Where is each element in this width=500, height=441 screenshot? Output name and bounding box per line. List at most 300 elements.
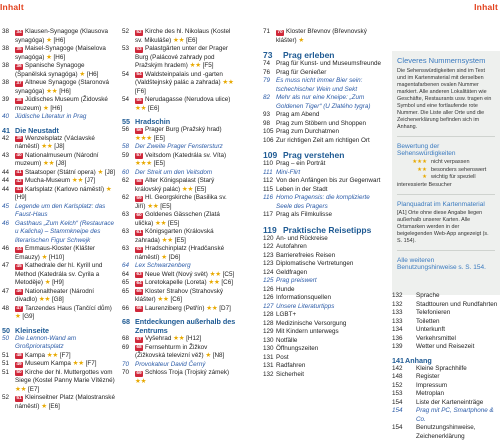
entry-text: Notfälle — [276, 336, 298, 344]
toc-entry[interactable] — [2, 177, 116, 186]
entry-title — [135, 211, 236, 228]
toc-entry[interactable] — [2, 305, 116, 322]
location-marker-icon: 54 — [136, 72, 142, 77]
page-number: 123 — [263, 251, 274, 259]
rating-stars: ★★ — [206, 304, 218, 312]
entry-text: Informationsquellen — [276, 294, 331, 301]
toc-entry[interactable] — [2, 28, 116, 45]
page-number: 50 — [2, 334, 10, 342]
entry-text: [H10] — [47, 253, 65, 261]
section-heading[interactable] — [122, 117, 236, 126]
toc-entry[interactable] — [392, 407, 500, 424]
toc-entry[interactable] — [122, 344, 236, 361]
entry-title — [276, 160, 387, 169]
entry-text: Register — [416, 373, 440, 380]
toc-entry[interactable] — [392, 373, 500, 382]
entry-title — [15, 177, 116, 186]
toc-entry[interactable] — [2, 45, 116, 62]
entry-text: [D7] — [217, 304, 231, 312]
toc-entry[interactable] — [263, 120, 387, 129]
toc-entry[interactable] — [122, 279, 236, 288]
page-number: 52 — [122, 28, 130, 35]
entry-text: Prager Burg (Pražský hrad) — [145, 126, 222, 133]
entry-text: [D6] — [166, 253, 181, 261]
entry-title — [416, 335, 500, 344]
page-number: 54 — [122, 96, 130, 103]
toc-entry[interactable] — [392, 318, 500, 327]
entry-text: Prag zum Durchatmen — [276, 128, 339, 135]
toc-entry[interactable] — [122, 126, 236, 143]
entry-title — [135, 177, 236, 194]
page-number: 47 — [2, 287, 10, 295]
toc-entry[interactable] — [122, 45, 236, 71]
entry-title — [15, 394, 116, 411]
entry-title — [15, 203, 116, 220]
rating-stars: ★★ — [135, 104, 147, 112]
toc-entry[interactable] — [122, 211, 236, 228]
sidebar-divider — [397, 250, 495, 251]
entry-title — [276, 94, 387, 111]
rating-stars: ★★ — [417, 166, 427, 173]
entry-title — [15, 45, 116, 62]
entry-text: Klausen-Synagoge (Klausova synagóga) — [15, 28, 108, 44]
toc-entry[interactable] — [263, 243, 387, 252]
toc-entry[interactable] — [392, 335, 500, 344]
rating-stars: ★★ — [157, 296, 169, 303]
entry-text: Maisel-Synagoge (Maiselova synagóga) — [15, 45, 106, 61]
toc-entry[interactable] — [263, 60, 387, 69]
entry-title — [15, 262, 116, 288]
entry-text: Goldenes Gässchen (Zlatá ulička) — [135, 211, 220, 227]
page-number: 126 — [263, 294, 274, 301]
toc-entry[interactable] — [2, 360, 116, 369]
entry-text: [F5] — [200, 62, 214, 69]
page-number: 141 — [392, 355, 404, 365]
entry-text: Mini-Flirt — [276, 168, 301, 176]
toc-entry[interactable] — [392, 399, 500, 408]
toc-entry[interactable] — [122, 262, 236, 271]
toc-entry[interactable] — [263, 252, 387, 261]
toc-entry[interactable] — [2, 186, 116, 203]
page-number: 129 — [263, 328, 274, 335]
toc-entry[interactable] — [392, 292, 500, 301]
entry-title — [276, 120, 387, 129]
toc-entry[interactable] — [2, 288, 116, 305]
toc-entry[interactable] — [122, 143, 236, 152]
entry-title — [15, 245, 116, 262]
toc-entry[interactable] — [263, 160, 387, 169]
location-marker-icon: 53 — [136, 46, 142, 52]
toc-entry[interactable] — [122, 194, 236, 211]
page-number: 154 — [392, 407, 403, 414]
section-heading[interactable] — [263, 51, 387, 60]
entry-title — [276, 69, 387, 78]
toc-entry[interactable] — [122, 369, 236, 386]
entry-title — [276, 28, 387, 45]
entry-text: Prag als Filmkulisse — [276, 211, 332, 218]
entry-text: Alter Königspalast (Starý královský palác) — [135, 177, 215, 193]
page-number: 117 — [263, 211, 274, 218]
toc-entry[interactable] — [122, 228, 236, 245]
entry-title — [416, 343, 500, 352]
toc-entry[interactable] — [263, 111, 387, 120]
toc-entry[interactable] — [122, 28, 236, 45]
entry-title — [276, 235, 387, 244]
entry-text: Prag – ein Porträt — [276, 160, 326, 167]
page-number: 142 — [392, 364, 403, 372]
toc-entry[interactable] — [392, 343, 500, 352]
page-number: 42 — [2, 134, 10, 142]
section-heading[interactable] — [392, 356, 500, 365]
page-number: 68 — [122, 335, 130, 342]
toc-entry[interactable] — [2, 245, 116, 262]
toc-entry[interactable] — [263, 311, 387, 320]
section-title: Hradschin — [135, 117, 171, 126]
entry-text: [H12] — [184, 335, 202, 342]
section-heading[interactable] — [263, 226, 387, 235]
toc-entry[interactable] — [122, 305, 236, 314]
rating-stars: ★★ — [71, 177, 84, 184]
entry-text: Wenzelsplatz (Václavské náměstí) — [15, 134, 95, 150]
toc-entry[interactable] — [263, 211, 387, 220]
entry-title — [416, 292, 500, 301]
entry-title — [276, 169, 387, 178]
sidebar-text: Die Sehenswürdigkeiten sind im Text und im Kartenmaterial mit derselben magentafarbenen ovalen Nummer markiert. Alle anderen Lokalitäten wie Geschäfte, Restaurants usw. tragen ein Symbol und eine fortlaufende rote Nummer. Die Liste aller Orte und die Zeichenerklärung befinden sich im Anhang. — [397, 68, 492, 130]
entry-text: Barrierefreies Reisen — [276, 251, 336, 259]
section-title: Prag erleben — [283, 50, 335, 60]
location-marker-icon: 60 — [136, 212, 142, 218]
section-heading[interactable] — [2, 126, 116, 135]
entry-title — [416, 382, 500, 391]
entry-text: Legende um den Karlsplatz: das Faust-Haus — [15, 202, 106, 218]
location-marker-icon: 35 — [16, 46, 22, 52]
page-number: 55 — [122, 117, 130, 126]
entry-title — [276, 186, 387, 195]
page-number: 52 — [2, 394, 10, 401]
page-number: 69 — [122, 343, 130, 351]
rating-legend — [397, 159, 495, 189]
page-number: 152 — [392, 381, 403, 389]
entry-title — [416, 424, 500, 441]
entry-text: Der Streit um den Veitsdom — [135, 168, 213, 176]
page-number: 59 — [122, 151, 130, 159]
map-text: [A1] Orte ohne diese Angabe liegen außerhalb unserer Karten. Alle Ortsmarken werden in der beigelegenden Web-App angezeigt (s. S. 154). — [397, 210, 489, 244]
toc-entry[interactable] — [122, 71, 236, 97]
entry-text: Nerudagasse (Nerudova ulice) — [145, 96, 231, 103]
rating-stars: ★★ — [46, 87, 58, 95]
entry-title — [276, 260, 387, 269]
page-number: 128 — [263, 311, 274, 318]
page-number: 116 — [263, 194, 274, 201]
toc-entry[interactable] — [392, 424, 500, 441]
toc-entry[interactable] — [2, 135, 116, 152]
entry-text: [C6] — [168, 296, 183, 303]
header-label-right: Inhalt — [474, 2, 498, 12]
toc-entry[interactable] — [2, 394, 116, 411]
entry-title — [135, 169, 236, 178]
toc-entry[interactable] — [263, 177, 387, 186]
rating-stars: ★ — [41, 402, 47, 410]
entry-title — [276, 371, 387, 380]
toc-entry[interactable] — [2, 352, 116, 361]
page-number: 62 — [122, 194, 130, 201]
entry-text: Toiletten — [416, 317, 440, 325]
toc-entry[interactable] — [263, 186, 387, 195]
entry-title — [135, 152, 236, 169]
location-marker-icon: 47 — [16, 306, 22, 311]
toc-entry[interactable] — [122, 271, 236, 280]
entry-title — [276, 320, 387, 329]
toc-entry[interactable] — [392, 382, 500, 391]
entry-title — [15, 220, 116, 246]
entry-text: Mehr als nur eine Kneipe: „Zum Goldenen Tiger“ (U Zlatého tygra) — [276, 94, 371, 110]
toc-entry[interactable] — [122, 288, 236, 305]
rating-stars: ★ — [205, 352, 211, 359]
entry-text: Kirche des hl. Nikolaus (Kostel sv. Mikuláše) — [135, 28, 231, 44]
page-header — [0, 0, 500, 24]
entry-text: Spanische Synagoge (Španělská synagóga) — [15, 62, 85, 78]
rating-stars: ★★ — [222, 79, 234, 86]
toc-entry[interactable] — [263, 69, 387, 78]
toc-entry[interactable] — [2, 169, 116, 178]
toc-entry[interactable] — [122, 152, 236, 169]
page-number: 110 — [263, 160, 274, 167]
toc-entry[interactable] — [122, 177, 236, 194]
toc-entry[interactable] — [122, 335, 236, 344]
page-number: 47 — [2, 262, 10, 269]
toc-entry[interactable] — [122, 361, 236, 370]
page-number: 127 — [263, 302, 274, 310]
toc-entry[interactable] — [2, 369, 116, 395]
location-marker-icon: 40 — [16, 153, 22, 158]
page-number: 105 — [263, 128, 274, 135]
toc-entry[interactable] — [2, 79, 116, 96]
entry-title — [276, 337, 387, 346]
toc-entry[interactable] — [263, 286, 387, 295]
entry-title — [135, 28, 236, 45]
rating-stars: ★★ — [154, 219, 167, 227]
entry-title — [15, 28, 116, 45]
toc-entry[interactable] — [2, 262, 116, 288]
entry-title — [276, 311, 387, 320]
section-heading[interactable] — [2, 326, 116, 335]
rating-legend-row — [397, 174, 495, 189]
toc-entry[interactable] — [392, 326, 500, 335]
toc-entry[interactable] — [2, 62, 116, 79]
toc-entry[interactable] — [122, 169, 236, 178]
entry-title — [15, 369, 116, 395]
entry-title — [276, 177, 387, 186]
location-marker-icon: 44 — [16, 246, 22, 252]
entry-title — [135, 45, 236, 71]
page-number: 122 — [263, 243, 274, 250]
section-title: Anhang — [405, 355, 432, 365]
page-number: 126 — [263, 285, 274, 293]
rating-stars: ★★ — [208, 279, 220, 286]
rating-stars: ★★ — [43, 160, 55, 167]
rating-stars: ★★ — [46, 351, 58, 359]
toc-entry[interactable] — [263, 94, 387, 111]
toc-entry[interactable] — [263, 260, 387, 269]
entry-text: Zur richtigen Zeit am richtigen Ort — [276, 136, 370, 144]
header-label-left: Inhalt — [0, 2, 24, 12]
entry-title — [15, 352, 116, 361]
toc-entry[interactable] — [263, 328, 387, 337]
entry-text: [E7] — [26, 385, 40, 393]
entry-text: Kloster Strahov (Strahovský klášter) — [135, 287, 224, 303]
location-marker-icon: 37 — [16, 80, 22, 86]
toc-entry[interactable] — [263, 28, 387, 45]
page-number: 154 — [392, 398, 403, 406]
entry-text: Die Lennon-Wand am Großprioratsplatz — [15, 334, 77, 350]
entry-text: Homo Pragensis: die komplizierte Seele des Pragers — [276, 194, 370, 210]
location-marker-icon: 63 — [136, 272, 142, 277]
toc-entry[interactable] — [263, 235, 387, 244]
page-number: 139 — [392, 343, 403, 350]
toc-entry[interactable] — [2, 335, 116, 352]
location-marker-icon: 42 — [16, 178, 22, 184]
toc-entry[interactable] — [263, 194, 387, 211]
section-heading[interactable] — [122, 317, 236, 335]
entry-title — [276, 128, 387, 137]
location-marker-icon: 48 — [16, 353, 22, 358]
entry-title — [135, 279, 236, 288]
entry-text: Hunde — [276, 285, 295, 293]
entry-text: [E6] — [46, 402, 60, 410]
section-title: Die Neustadt — [15, 125, 59, 135]
rating-stars: ★ — [422, 174, 427, 180]
entry-title — [135, 305, 236, 314]
entry-text: Telefonieren — [416, 309, 451, 316]
section-heading[interactable] — [263, 151, 387, 160]
entry-title — [15, 152, 116, 169]
entry-title — [135, 228, 236, 245]
entry-text: Veitsdom (Katedrála sv. Víta) — [145, 151, 227, 159]
entry-text: Neue Welt (Nový svět) — [145, 270, 210, 278]
entry-text: Leben in der Stadt — [276, 185, 328, 193]
page-number: 125 — [263, 277, 274, 284]
location-marker-icon: 61 — [136, 229, 142, 235]
page-number: 54 — [122, 70, 130, 78]
entry-title — [416, 326, 500, 335]
entry-text: Loretokapelle (Loreta) — [145, 279, 209, 286]
page-number: 119 — [263, 224, 277, 235]
entry-text: Kampa — [25, 351, 47, 359]
location-marker-icon: 67 — [136, 336, 142, 342]
toc-entry[interactable] — [263, 77, 387, 94]
entry-text: [E5] — [193, 185, 207, 193]
toc-entry[interactable] — [2, 152, 116, 169]
page-number: 65 — [122, 287, 130, 295]
entry-title — [416, 309, 500, 318]
entry-text: [N8] — [211, 352, 225, 359]
rating-stars: ★ — [161, 253, 167, 261]
toc-entry[interactable] — [122, 245, 236, 262]
entry-text: Hl. Georgskirche (Basilika sv. Jiří) — [135, 194, 227, 210]
toc-entry[interactable] — [263, 128, 387, 137]
entry-text: [E5] — [172, 236, 186, 244]
toc-entry[interactable] — [263, 277, 387, 286]
entry-text: [F7] — [58, 351, 71, 359]
location-marker-icon: 64 — [136, 280, 142, 286]
toc-entry[interactable] — [392, 390, 500, 399]
page-number: 44 — [2, 185, 10, 193]
toc-entry[interactable] — [263, 345, 387, 354]
entry-title — [276, 294, 387, 303]
entry-text: Unsere Literaturtipps — [276, 302, 335, 310]
rating-label: wichtig für speziell interessierte Besucher — [397, 174, 476, 188]
toc-entry[interactable] — [122, 96, 236, 113]
toc-entry[interactable] — [2, 96, 116, 113]
entry-text: Kleine Sprachhilfe — [416, 364, 467, 372]
location-marker-icon: 49 — [16, 361, 22, 367]
entry-text: Kloster Břevnov (Břevnovský klášter) — [276, 28, 367, 44]
page-number: 128 — [263, 319, 274, 327]
entry-title — [15, 62, 116, 79]
location-marker-icon: 59 — [136, 195, 142, 201]
entry-text: Mit Kindern unterwegs — [276, 328, 339, 335]
toc-entry[interactable] — [263, 337, 387, 346]
toc-entry[interactable] — [2, 220, 116, 246]
entry-text: Radfahren — [276, 362, 306, 369]
toc-entry[interactable] — [392, 309, 500, 318]
toc-entry[interactable] — [263, 169, 387, 178]
toc-entry[interactable] — [263, 354, 387, 363]
toc-entry[interactable] — [263, 371, 387, 380]
page-number: 132 — [392, 300, 403, 308]
rating-stars: ★ — [105, 185, 112, 193]
entry-title — [135, 361, 236, 370]
toc-entry[interactable] — [263, 137, 387, 146]
page-number: 64 — [122, 270, 130, 278]
entry-title — [276, 77, 387, 94]
toc-entry[interactable] — [263, 320, 387, 329]
toc-entry[interactable] — [263, 294, 387, 303]
toc-entry[interactable] — [392, 301, 500, 310]
location-marker-icon: 68 — [136, 345, 142, 350]
section-title: Kleinseite — [15, 325, 49, 335]
entry-title — [15, 113, 116, 122]
page-number: 43 — [2, 151, 10, 159]
entry-text: Benutzungshinweise, Zeichenerklärung — [416, 424, 476, 440]
toc-entry[interactable] — [392, 365, 500, 374]
entry-text: [H6] — [85, 70, 99, 78]
toc-entry[interactable] — [263, 269, 387, 278]
page-number: 130 — [263, 345, 274, 352]
page-number: 65 — [122, 279, 130, 286]
toc-entry[interactable] — [263, 303, 387, 312]
entry-title — [276, 194, 387, 211]
entry-text: Prag am Abend — [276, 111, 320, 118]
rating-legend-row — [397, 159, 495, 167]
page-number: 63 — [122, 211, 130, 218]
toc-entry[interactable] — [2, 203, 116, 220]
location-marker-icon: 41 — [16, 170, 22, 175]
page-number: 115 — [263, 185, 274, 193]
rating-stars: ★★ — [181, 185, 194, 193]
entry-text: [H6] — [48, 104, 62, 112]
entry-text: Kirche der hl. Muttergottes vom Siege (Kostel Panny Marie Vítězné) — [15, 368, 115, 384]
location-marker-icon: 69 — [136, 370, 142, 376]
toc-entry[interactable] — [2, 113, 116, 122]
toc-entry[interactable] — [263, 362, 387, 371]
entry-text: Sicherheit — [276, 370, 305, 378]
entry-text: Prag preiswert — [276, 277, 317, 284]
entry-text: [H9] — [50, 279, 64, 286]
page-number: 48 — [2, 304, 10, 312]
rating-stars: ★★ — [209, 270, 221, 278]
entry-text: Karlsplatz (Karlovo náměstí) — [25, 185, 106, 193]
